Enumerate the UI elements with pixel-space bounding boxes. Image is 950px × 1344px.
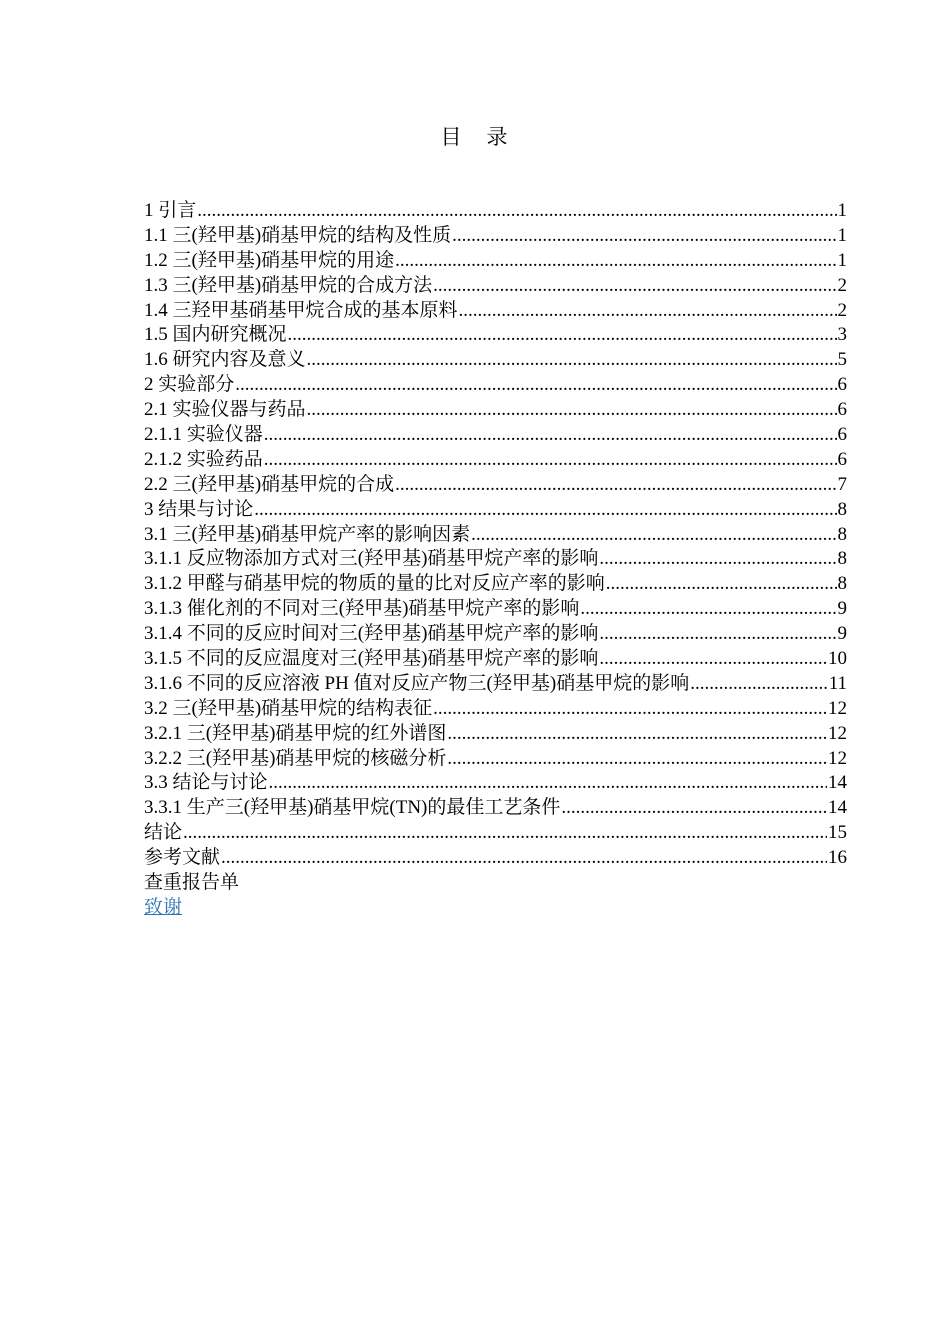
toc-page-number: 6 (837, 399, 847, 421)
toc-page-number: 16 (828, 847, 847, 869)
toc-dot-leader (606, 572, 837, 597)
toc-entry-1-4[interactable] (144, 299, 847, 324)
toc-page-number: 1 (837, 200, 847, 221)
toc-page-number: 8 (837, 523, 847, 545)
toc-label: 3 结果与讨论 (144, 498, 254, 520)
toc-entry-references[interactable] (144, 846, 847, 871)
toc-page-number: 3 (837, 324, 847, 346)
toc-entry-3-3-1[interactable] (144, 796, 847, 821)
toc-label: 3.1 三(羟甲基)硝基甲烷产率的影响因素 (144, 523, 471, 545)
toc-label: 2.2 三(羟甲基)硝基甲烷的合成 (144, 473, 395, 495)
toc-label: 3.3 结论与讨论 (144, 772, 268, 794)
toc-page-number: 6 (837, 424, 847, 446)
toc-label: 3.2 三(羟甲基)硝基甲烷的结构表征 (144, 697, 433, 719)
toc-entry-1-5[interactable] (144, 323, 847, 348)
toc-label: 2 实验部分 (144, 374, 235, 396)
toc-dot-leader (395, 473, 836, 498)
toc-dot-leader (269, 771, 827, 796)
toc-page-number: 8 (837, 548, 847, 570)
toc-label: 1.2 三(羟甲基)硝基甲烷的用途 (144, 249, 395, 271)
toc-label: 3.1.3 催化剂的不同对三(羟甲基)硝基甲烷产率的影响 (144, 598, 580, 620)
toc-label: 2.1 实验仪器与药品 (144, 399, 306, 421)
toc-label: 3.2.2 三(羟甲基)硝基甲烷的核磁分析 (144, 747, 447, 769)
toc-entry-1-6[interactable] (144, 348, 847, 373)
toc-entry-1-3[interactable] (144, 274, 847, 299)
toc-page-number: 9 (837, 598, 847, 620)
toc-page-number: 8 (837, 498, 847, 520)
toc-page-number: 12 (828, 697, 847, 719)
toc-entry-3-3[interactable] (144, 771, 847, 796)
toc-entry-conclusion[interactable] (144, 821, 847, 846)
toc-page-number: 8 (837, 573, 847, 595)
toc-page-number: 1 (837, 249, 847, 271)
toc-entry-3-1-1[interactable] (144, 547, 847, 572)
toc-entry-3-1[interactable] (144, 523, 847, 548)
toc-entry-3-2[interactable] (144, 697, 847, 722)
toc-label: 3.1.2 甲醛与硝基甲烷的物质的量的比对反应产率的影响 (144, 573, 605, 595)
toc-page-number: 10 (828, 648, 847, 670)
toc-entry-plagiarism-report: 查重报告单 (144, 872, 240, 894)
toc-page-number: 6 (837, 374, 847, 396)
toc-dot-leader (599, 622, 836, 647)
toc-dot-leader (471, 523, 836, 548)
toc-entry-1[interactable] (144, 199, 847, 224)
toc-dot-leader (307, 398, 837, 423)
toc-entry-2-2[interactable] (144, 473, 847, 498)
toc-dot-leader (599, 647, 827, 672)
toc-entry-3-1-3[interactable] (144, 597, 847, 622)
toc-page-number: 14 (828, 797, 847, 819)
toc-dot-leader (288, 323, 837, 348)
toc-dot-leader (235, 373, 836, 398)
toc-page-number: 6 (837, 448, 847, 470)
toc-dot-leader (221, 846, 827, 871)
toc-label: 1 引言 (144, 200, 197, 221)
toc-dot-leader (580, 597, 836, 622)
toc-label: 1.5 国内研究概况 (144, 324, 287, 346)
toc-dot-leader (197, 199, 836, 224)
toc-label: 2.1.2 实验药品 (144, 448, 263, 470)
toc-page-number: 15 (828, 822, 847, 844)
toc-dot-leader (433, 697, 827, 722)
toc-label: 3.1.6 不同的反应溶液 PH 值对反应产物三(羟甲基)硝基甲烷的影响 (144, 672, 690, 694)
toc-page-number: 2 (837, 299, 847, 321)
toc-page-number: 7 (837, 473, 847, 495)
toc-dot-leader (264, 423, 837, 448)
toc-page-number: 12 (828, 722, 847, 744)
toc-entry-2-1-2[interactable] (144, 448, 847, 473)
toc-page-number: 9 (837, 623, 847, 645)
toc-page-number: 12 (828, 747, 847, 769)
toc-entry-2[interactable] (144, 373, 847, 398)
toc-label: 3.2.1 三(羟甲基)硝基甲烷的红外谱图 (144, 722, 447, 744)
table-of-contents (144, 199, 847, 921)
toc-entry-1-2[interactable] (144, 249, 847, 274)
toc-entry-3-2-1[interactable] (144, 722, 847, 747)
toc-label: 1.3 三(羟甲基)硝基甲烷的合成方法 (144, 274, 433, 296)
toc-dot-leader (561, 796, 827, 821)
toc-label: 1.6 研究内容及意义 (144, 349, 306, 371)
toc-label: 1.4 三羟甲基硝基甲烷合成的基本原料 (144, 299, 458, 321)
toc-page-number: 2 (837, 274, 847, 296)
toc-label: 3.1.5 不同的反应温度对三(羟甲基)硝基甲烷产率的影响 (144, 648, 599, 670)
toc-label: 参考文献 (144, 847, 221, 869)
toc-dot-leader (690, 672, 828, 697)
toc-label: 2.1.1 实验仪器 (144, 424, 263, 446)
toc-entry-3-1-4[interactable] (144, 622, 847, 647)
acknowledgement-link[interactable]: 致谢 (144, 896, 183, 918)
toc-page-number: 5 (837, 349, 847, 371)
toc-dot-leader (264, 448, 837, 473)
toc-dot-leader (395, 249, 836, 274)
toc-dot-leader (447, 747, 827, 772)
toc-dot-leader (599, 547, 836, 572)
toc-entry-3-2-2[interactable] (144, 747, 847, 772)
toc-dot-leader (307, 348, 837, 373)
toc-label: 3.1.1 反应物添加方式对三(羟甲基)硝基甲烷产率的影响 (144, 548, 599, 570)
toc-dot-leader (452, 224, 836, 249)
toc-dot-leader (433, 274, 836, 299)
page-title: 目 录 (440, 125, 510, 149)
toc-label: 3.1.4 不同的反应时间对三(羟甲基)硝基甲烷产率的影响 (144, 623, 599, 645)
toc-label: 结论 (144, 822, 183, 844)
toc-label: 1.1 三(羟甲基)硝基甲烷的结构及性质 (144, 224, 452, 246)
toc-dot-leader (447, 722, 827, 747)
toc-entry-3-1-6[interactable] (144, 672, 847, 697)
toc-entry-2-1[interactable] (144, 398, 847, 423)
toc-dot-leader (254, 498, 836, 523)
toc-entry-2-1-1[interactable] (144, 423, 847, 448)
toc-entry-3-1-2[interactable] (144, 572, 847, 597)
toc-entry-3[interactable] (144, 498, 847, 523)
toc-page-number: 1 (837, 224, 847, 246)
toc-page-number: 14 (828, 772, 847, 794)
toc-entry-acknowledgement (144, 896, 847, 921)
toc-entry-3-1-5[interactable] (144, 647, 847, 672)
toc-label: 3.3.1 生产三(羟甲基)硝基甲烷(TN)的最佳工艺条件 (144, 797, 561, 819)
toc-dot-leader (183, 821, 827, 846)
toc-page-number: 11 (828, 672, 847, 694)
toc-dot-leader (459, 299, 837, 324)
toc-entry-1-1[interactable] (144, 224, 847, 249)
